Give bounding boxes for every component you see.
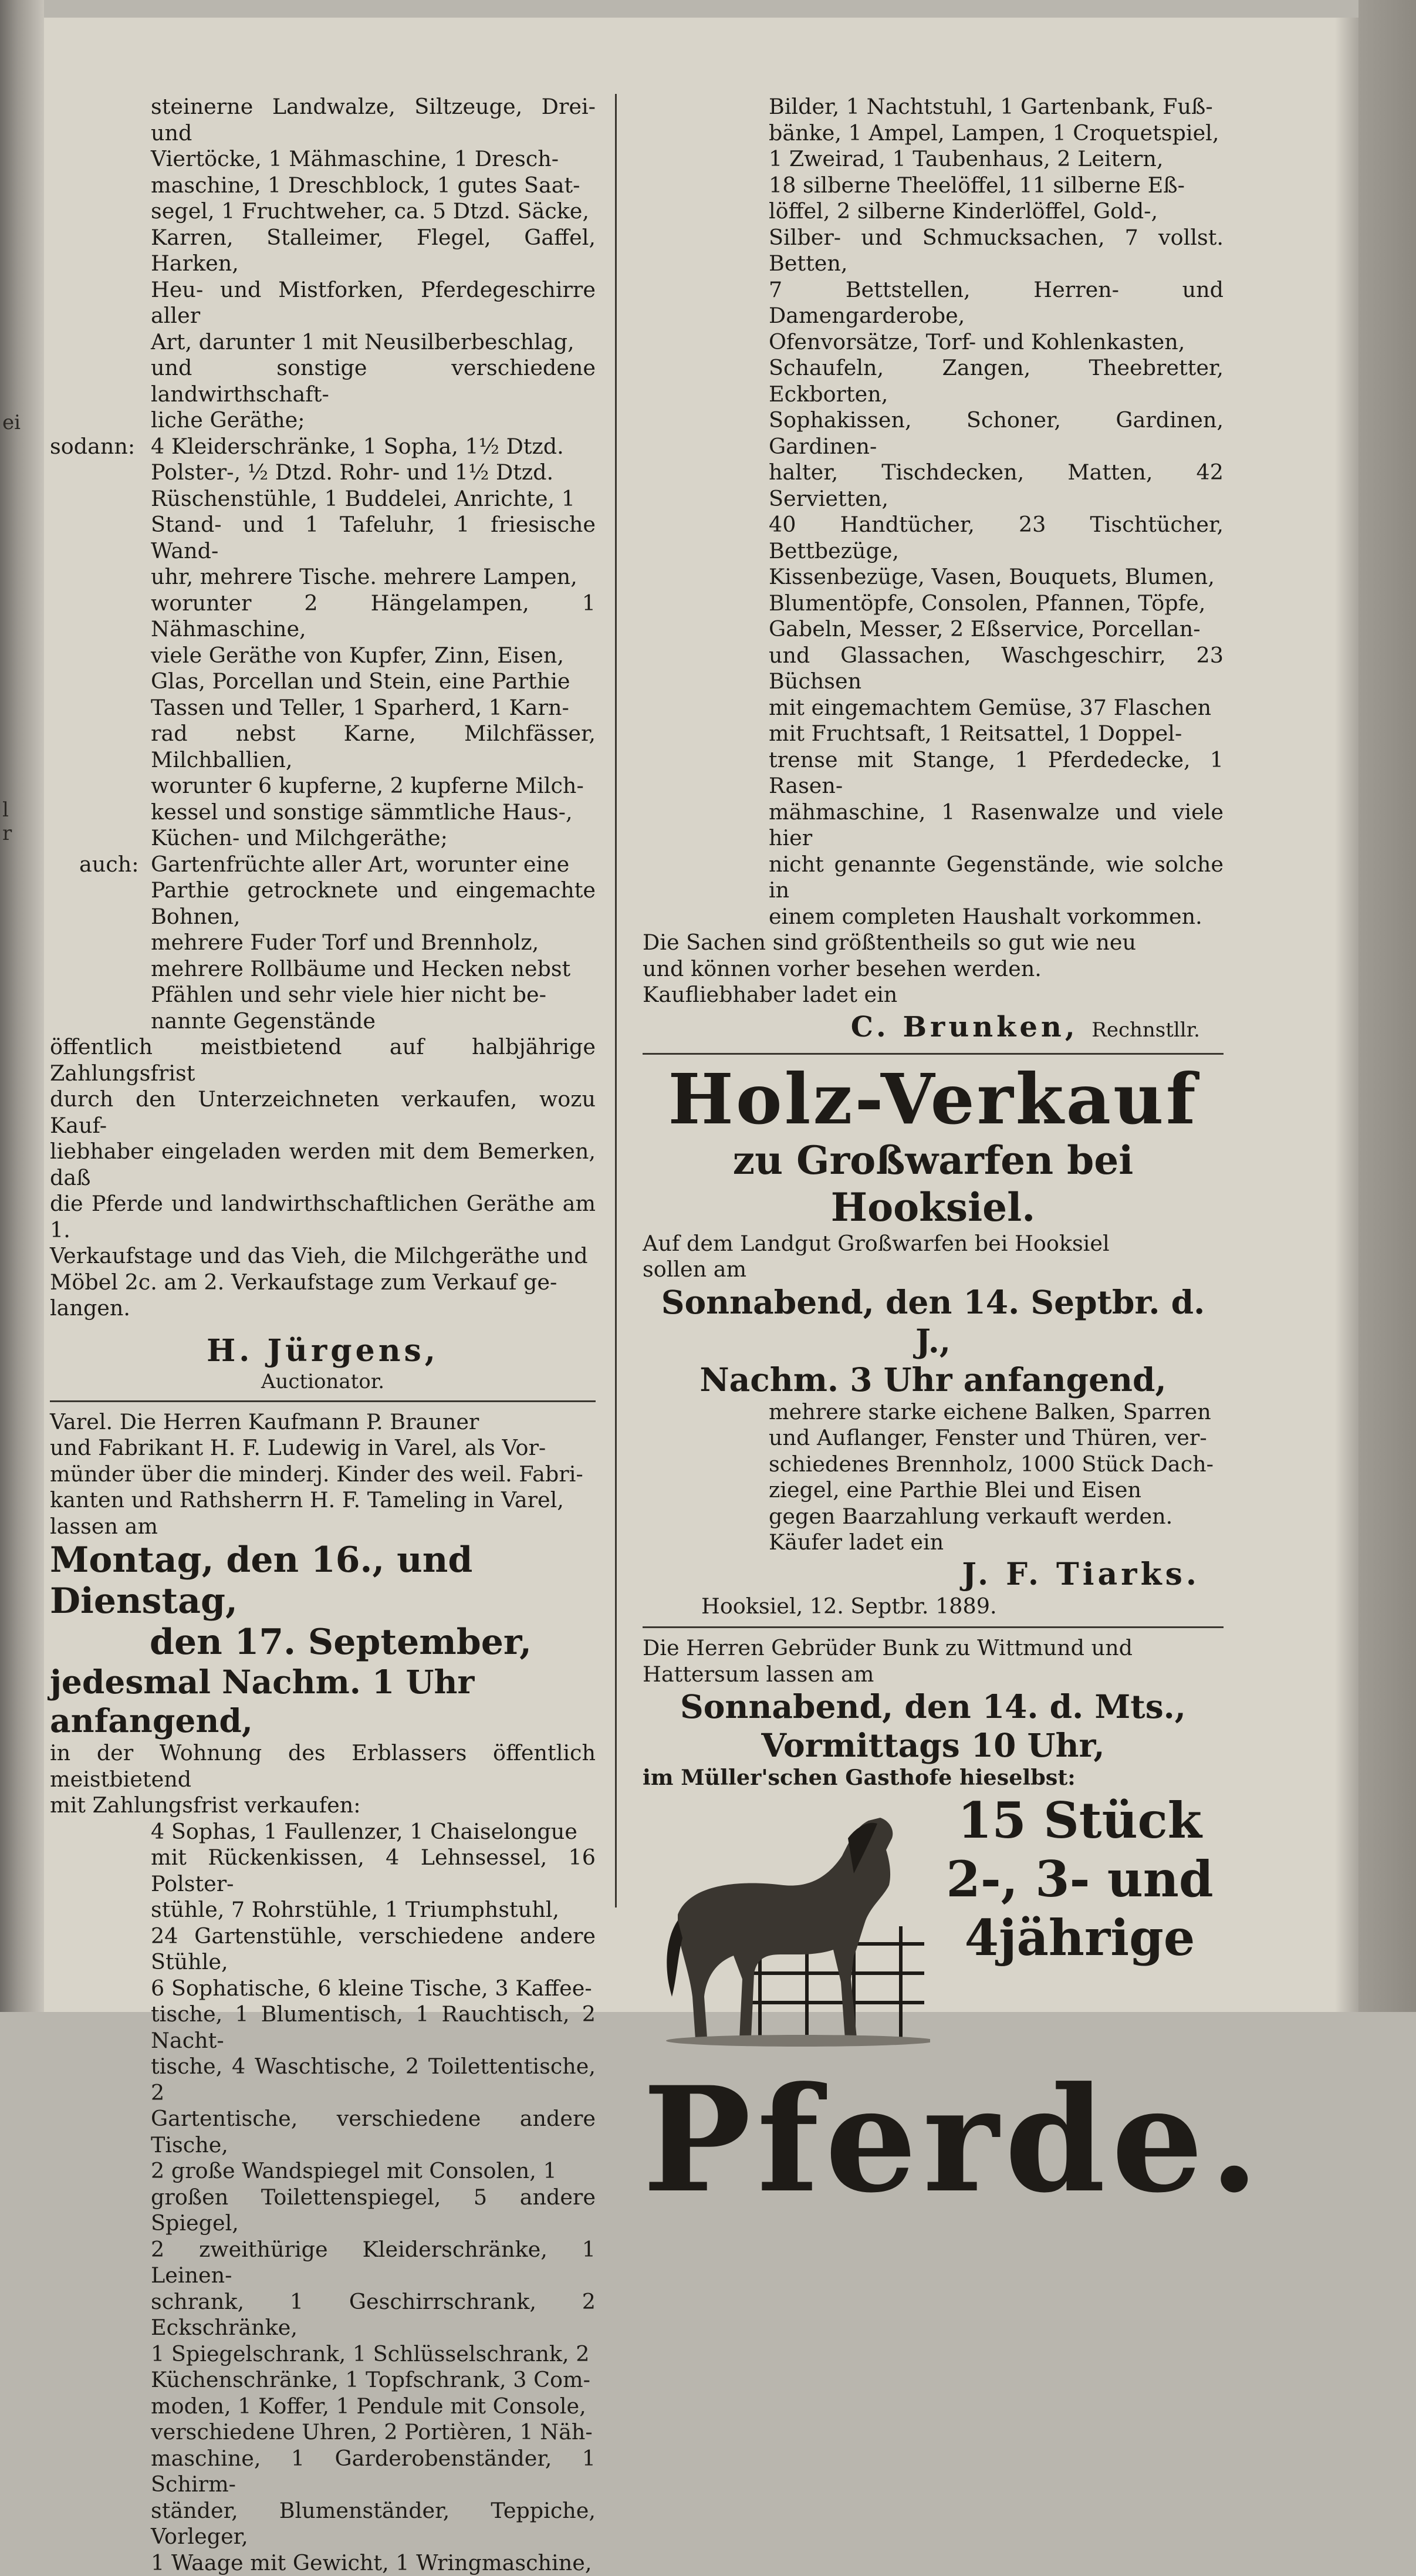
- section-divider: [643, 1626, 1224, 1628]
- text-line: 1 Spiegelschrank, 1 Schlüsselschrank, 2: [151, 2341, 596, 2368]
- text-line: worunter 2 Hängelampen, 1 Nähmaschine,: [151, 590, 596, 643]
- text-line: nicht genannte Gegenstände, wie solche in: [769, 852, 1224, 904]
- text-line: Gartenfrüchte aller Art, worunter eine: [151, 852, 596, 878]
- text-line: verschiedene Uhren, 2 Portièren, 1 Näh-: [151, 2419, 596, 2446]
- text-line: in der Wohnung des Erblassers öffentlich meistbietend: [50, 1740, 596, 1792]
- text-line: tische, 4 Waschtische, 2 Toilettentische, 2: [151, 2054, 596, 2106]
- text-line: Die Herren Gebrüder Bunk zu Wittmund und: [643, 1635, 1224, 1662]
- horse-ages: 2-, 3- und: [942, 1850, 1218, 1909]
- text-line: 4 Sophas, 1 Faullenzer, 1 Chaiselongue: [151, 1819, 596, 1845]
- text-line: schiedenes Brennholz, 1000 Stück Dach-: [769, 1451, 1224, 1478]
- edge-mark: l: [2, 798, 9, 822]
- left-column: [50, 94, 596, 2576]
- text-line: liebhaber eingeladen werden mit dem Bemerken, daß: [50, 1139, 596, 1191]
- text-line: Die Sachen sind größtentheils so gut wie neu: [643, 930, 1224, 956]
- auction-intro-list: [50, 94, 596, 434]
- text-line: 6 Sophatische, 6 kleine Tische, 3 Kaffee-: [151, 1976, 596, 2002]
- text-line: und können vorher besehen werden.: [643, 956, 1224, 983]
- text-line: Art, darunter 1 mit Neusilberbeschlag,: [151, 329, 596, 356]
- text-line: tische, 1 Blumentisch, 1 Rauchtisch, 2 Nacht-: [151, 2001, 596, 2054]
- auctioneer-title: Auctionator.: [50, 1370, 596, 1393]
- text-line: viele Geräthe von Kupfer, Zinn, Eisen,: [151, 643, 596, 669]
- auch-section: [50, 852, 596, 1035]
- text-line: Schaufeln, Zangen, Theebretter, Eckborten,: [769, 355, 1224, 407]
- sale-note: [643, 930, 1224, 1008]
- text-line: die Pferde und landwirthschaftlichen Geräthe am 1.: [50, 1191, 596, 1243]
- text-line: lassen am: [50, 1514, 596, 1540]
- text-line: worunter 6 kupferne, 2 kupferne Milch-: [151, 773, 596, 799]
- text-line: Küchen- und Milchgeräthe;: [151, 825, 596, 852]
- text-line: Gartentische, verschiedene andere Tische,: [151, 2106, 596, 2158]
- text-line: uhr, mehrere Tische. mehrere Lampen,: [151, 564, 596, 590]
- text-line: kanten und Rathsherrn H. F. Tameling in Varel,: [50, 1487, 596, 1514]
- horse-ad-text: [942, 1791, 1218, 1967]
- text-line: münder über die minderj. Kinder des weil. Fabri-: [50, 1461, 596, 1488]
- horse-icon: [654, 1803, 930, 2055]
- auctioneer-signature: H. Jürgens,: [50, 1332, 596, 1370]
- sodann-section: [50, 434, 596, 852]
- text-line: Käufer ladet ein: [769, 1530, 1224, 1556]
- text-line: Verkaufstage und das Vieh, die Milchgeräthe und: [50, 1243, 596, 1270]
- text-line: Gabeln, Messer, 2 Eßservice, Porcellan-: [769, 616, 1224, 643]
- text-line: 2 zweithürige Kleiderschränke, 1 Leinen-: [151, 2237, 596, 2289]
- text-line: löffel, 2 silberne Kinderlöffel, Gold-,: [769, 198, 1224, 225]
- text-line: moden, 1 Koffer, 1 Pendule mit Console,: [151, 2393, 596, 2420]
- pferde-headline: Pferde.: [643, 2067, 1224, 2214]
- holz-intro: [643, 1231, 1224, 1283]
- sodann-label: sodann:: [50, 434, 151, 460]
- text-line: einem completen Haushalt vorkommen.: [769, 904, 1224, 930]
- tiarks-signature: J. F. Tiarks.: [643, 1556, 1224, 1593]
- auction-closing-text: [50, 1034, 596, 1322]
- horse-count: 15 Stück: [942, 1791, 1218, 1850]
- holz-verkauf-title: Holz-Verkauf: [643, 1062, 1224, 1137]
- text-line: mit eingemachtem Gemüse, 37 Flaschen: [769, 695, 1224, 721]
- section-divider: [50, 1400, 596, 1402]
- text-line: und Glassachen, Waschgeschirr, 23 Büchsen: [769, 643, 1224, 695]
- text-line: rad nebst Karne, Milchfässer, Milchballien,: [151, 721, 596, 773]
- auch-label: auch:: [50, 852, 151, 878]
- edge-mark: ei: [2, 411, 21, 434]
- text-line: Blumentöpfe, Consolen, Pfannen, Töpfe,: [769, 590, 1224, 617]
- text-line: mähmaschine, 1 Rasenwalze und viele hier: [769, 799, 1224, 852]
- text-line: Stand- und 1 Tafeluhr, 1 friesische Wand-: [151, 512, 596, 564]
- text-line: Pfählen und sehr viele hier nicht be-: [151, 982, 596, 1008]
- text-line: Bilder, 1 Nachtstuhl, 1 Gartenbank, Fuß-: [769, 94, 1224, 120]
- bunk-place: im Müller'schen Gasthofe hieselbst:: [643, 1765, 1224, 1791]
- text-line: bänke, 1 Ampel, Lampen, 1 Croquetspiel,: [769, 120, 1224, 147]
- holz-date: Sonnabend, den 14. Septbr. d. J.,: [643, 1283, 1224, 1360]
- text-line: nannte Gegenstände: [151, 1008, 596, 1035]
- holz-verkauf-subtitle: zu Großwarfen bei Hooksiel.: [643, 1137, 1224, 1231]
- text-line: schrank, 1 Geschirrschrank, 2 Eckschränke,: [151, 2289, 596, 2341]
- text-line: Varel. Die Herren Kaufmann P. Brauner: [50, 1409, 596, 1436]
- text-line: gegen Baarzahlung verkauft werden.: [769, 1504, 1224, 1530]
- text-line: mit Rückenkissen, 4 Lehnsessel, 16 Polster-: [151, 1845, 596, 1897]
- text-line: Heu- und Mistforken, Pferdegeschirre aller: [151, 277, 596, 329]
- text-line: maschine, 1 Garderobenständer, 1 Schirm-: [151, 2446, 596, 2498]
- text-line: Kaufliebhaber ladet ein: [643, 982, 1224, 1008]
- right-column: [643, 94, 1224, 2214]
- bunk-time: Vormittags 10 Uhr,: [643, 1726, 1224, 1765]
- holz-time: Nachm. 3 Uhr anfangend,: [643, 1360, 1224, 1399]
- text-line: langen.: [50, 1295, 596, 1322]
- text-line: ziegel, eine Parthie Blei und Eisen: [769, 1477, 1224, 1504]
- horse-ages-2: 4jährige: [942, 1909, 1218, 1967]
- text-line: trense mit Stange, 1 Pferdedecke, 1 Rasen-: [769, 747, 1224, 799]
- varel-date-line: Montag, den 16., und Dienstag,: [50, 1539, 596, 1622]
- section-divider: [643, 1053, 1224, 1055]
- text-line: steinerne Landwalze, Siltzeuge, Drei- und: [151, 94, 596, 146]
- text-line: Auf dem Landgut Großwarfen bei Hooksiel: [643, 1231, 1224, 1257]
- brunken-title: Rechnstllr.: [1091, 1018, 1200, 1042]
- text-line: und Auflanger, Fenster und Thüren, ver-: [769, 1425, 1224, 1451]
- text-line: Rüschenstühle, 1 Buddelei, Anrichte, 1: [151, 486, 596, 512]
- varel-where: [50, 1740, 596, 1819]
- varel-time-line: jedesmal Nachm. 1 Uhr anfangend,: [50, 1663, 596, 1740]
- brunken-signature: [643, 1008, 1224, 1046]
- text-line: Ofenvorsätze, Torf- und Kohlenkasten,: [769, 329, 1224, 356]
- sodann-list: [151, 434, 596, 852]
- page-edge-right: [1358, 0, 1416, 2012]
- text-line: Tassen und Teller, 1 Sparherd, 1 Karn-: [151, 695, 596, 721]
- text-line: Parthie getrocknete und eingemachte Bohnen,: [151, 877, 596, 930]
- text-line: 2 große Wandspiegel mit Consolen, 1: [151, 2158, 596, 2185]
- text-line: Silber- und Schmucksachen, 7 vollst. Betten,: [769, 225, 1224, 277]
- text-line: mehrere Fuder Torf und Brennholz,: [151, 930, 596, 956]
- text-line: 1 Zweirad, 1 Taubenhaus, 2 Leitern,: [769, 146, 1224, 173]
- auch-list: [151, 852, 596, 1035]
- bunk-intro: [643, 1635, 1224, 1687]
- text-line: stühle, 7 Rohrstühle, 1 Triumphstuhl,: [151, 1897, 596, 1923]
- brunken-name: C. Brunken,: [851, 1011, 1079, 1044]
- text-line: 18 silberne Theelöffel, 11 silberne Eß-: [769, 173, 1224, 199]
- text-line: 1 Waage mit Gewicht, 1 Wringmaschine,: [151, 2550, 596, 2576]
- text-line: und Fabrikant H. F. Ludewig in Varel, als Vor-: [50, 1435, 596, 1461]
- text-line: kessel und sonstige sämmtliche Haus-,: [151, 799, 596, 826]
- text-line: öffentlich meistbietend auf halbjährige Zahlungsfrist: [50, 1034, 596, 1086]
- column-divider: [615, 94, 617, 1907]
- text-line: Karren, Stalleimer, Flegel, Gaffel, Harken,: [151, 225, 596, 277]
- bunk-date: Sonnabend, den 14. d. Mts.,: [643, 1687, 1224, 1726]
- text-line: Glas, Porcellan und Stein, eine Parthie: [151, 669, 596, 695]
- text-line: großen Toilettenspiegel, 5 andere Spiegel,: [151, 2185, 596, 2237]
- holz-place-date: Hooksiel, 12. Septbr. 1889.: [643, 1593, 1224, 1620]
- varel-intro: [50, 1409, 596, 1540]
- text-line: 4 Kleiderschränke, 1 Sopha, 1½ Dtzd.: [151, 434, 596, 460]
- edge-mark: r: [2, 822, 12, 845]
- text-line: 7 Bettstellen, Herren- und Damengarderobe,: [769, 277, 1224, 329]
- text-line: 40 Handtücher, 23 Tischtücher, Bettbezüge,: [769, 512, 1224, 564]
- text-line: mit Zahlungsfrist verkaufen:: [50, 1792, 596, 1819]
- text-line: Viertöcke, 1 Mähmaschine, 1 Dresch-: [151, 146, 596, 173]
- varel-date-line: den 17. September,: [50, 1622, 596, 1663]
- holz-items: [643, 1399, 1224, 1556]
- text-line: und sonstige verschiedene landwirthschaft-: [151, 355, 596, 407]
- text-line: Möbel 2c. am 2. Verkaufstage zum Verkauf ge-: [50, 1270, 596, 1296]
- varel-items-list: [50, 1819, 596, 2576]
- previous-page-edge: [0, 0, 44, 2012]
- horse-ad: [643, 1791, 1224, 2067]
- text-line: mehrere Rollbäume und Hecken nebst: [151, 956, 596, 983]
- text-line: Polster-, ½ Dtzd. Rohr- und 1½ Dtzd.: [151, 460, 596, 486]
- text-line: sollen am: [643, 1257, 1224, 1283]
- household-items-list: [643, 94, 1224, 930]
- text-line: durch den Unterzeichneten verkaufen, wozu Kauf-: [50, 1086, 596, 1139]
- text-line: Küchenschränke, 1 Topfschrank, 3 Com-: [151, 2367, 596, 2393]
- text-line: mit Fruchtsaft, 1 Reitsattel, 1 Doppel-: [769, 721, 1224, 747]
- text-line: ständer, Blumenständer, Teppiche, Vorleger,: [151, 2498, 596, 2550]
- text-line: liche Geräthe;: [151, 407, 596, 434]
- text-line: Sophakissen, Schoner, Gardinen, Gardinen-: [769, 407, 1224, 460]
- text-line: halter, Tischdecken, Matten, 42 Servietten,: [769, 460, 1224, 512]
- text-line: Hattersum lassen am: [643, 1662, 1224, 1688]
- text-line: 24 Gartenstühle, verschiedene andere Stühle,: [151, 1923, 596, 1976]
- text-line: segel, 1 Fruchtweher, ca. 5 Dtzd. Säcke,: [151, 198, 596, 225]
- text-line: Kissenbezüge, Vasen, Bouquets, Blumen,: [769, 564, 1224, 590]
- text-line: maschine, 1 Dreschblock, 1 gutes Saat-: [151, 173, 596, 199]
- text-line: mehrere starke eichene Balken, Sparren: [769, 1399, 1224, 1426]
